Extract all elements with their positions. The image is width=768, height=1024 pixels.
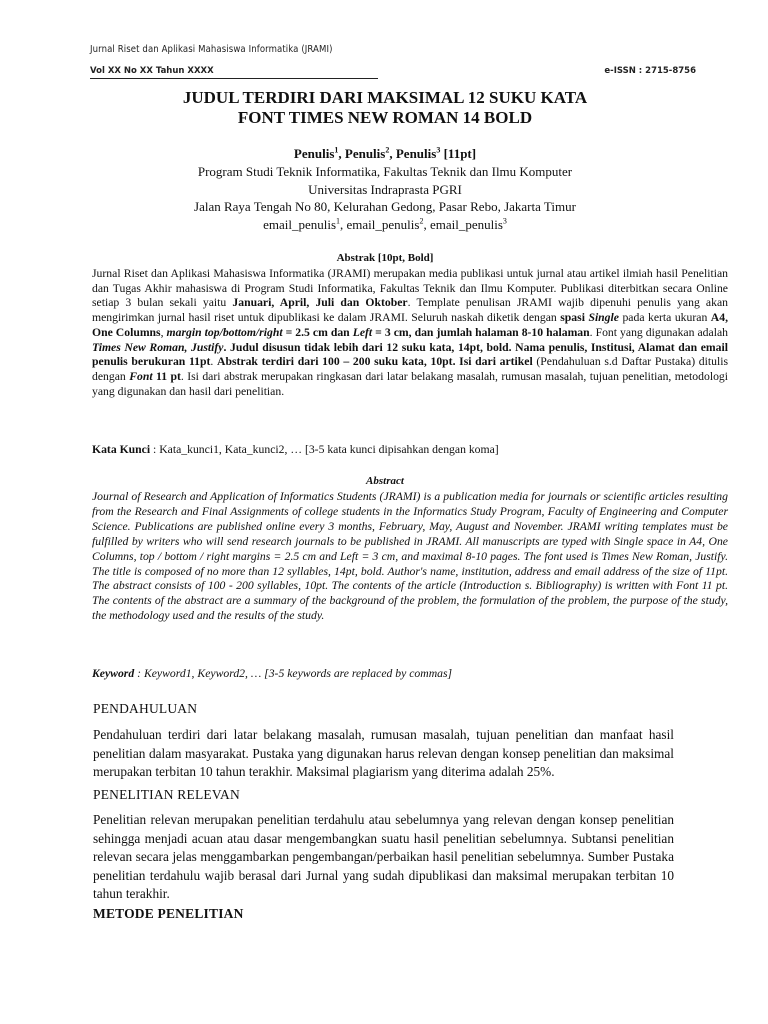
kata-kunci-label: Kata Kunci (92, 443, 151, 456)
affiliation-address: Jalan Raya Tengah No 80, Kelurahan Gedong, Pasar Rebo, Jakarta Timur (194, 199, 576, 214)
abstrak-text: . Template penulisan JRAMI wajib dipenuhi penulis yang akan mengirimkan jurnal hasil riset untuk dipublikasi ke dalam JRAMI. Seluruh naskah diketik dengan (92, 296, 728, 325)
abstrak-bold: . Judul disusun tidak lebih dari 12 suku kata, 14pt, bold. Nama penulis, Institusi, Alamat dan email penulis berukuran 11pt (92, 340, 729, 369)
abstrak-text: . (210, 355, 218, 369)
header-divider (90, 78, 378, 79)
abstrak-bold-italic: Font (129, 369, 153, 383)
email-2: email_penulis (346, 217, 420, 232)
keyword-line (92, 667, 728, 680)
issn-info: e-ISSN : 2715-8756 (604, 66, 696, 76)
email-sup-2: 2 (419, 216, 424, 226)
abstrak-text: . Isi dari abstrak merupakan ringkasan dari latar belakang masalah, rumusan masalah, tujuan penelitian, metodologi yang digunakan dan hasil dari penelitian. (92, 369, 729, 398)
abstrak-bold: = 2.5 cm dan (282, 325, 353, 339)
affiliation-university: Universitas Indraprasta PGRI (308, 182, 462, 197)
journal-name: Jurnal Riset dan Aplikasi Mahasiswa Informatika (JRAMI) (90, 44, 333, 55)
section-title-pendahuluan: PENDAHULUAN (93, 701, 198, 716)
kata-kunci-line (92, 443, 728, 456)
abstrak-bold-italic: Left (352, 325, 373, 339)
abstrak-bold: = 3 cm, dan jumlah halaman 8-10 halaman (372, 325, 590, 339)
keyword-text: : Keyword1, Keyword2, … [3-5 keywords are replaced by commas] (134, 667, 453, 680)
abstrak-text: (Pendahuluan s.d Daftar Pustaka) ditulis dengan (92, 355, 728, 383)
section-title-penelitian-relevan: PENELITIAN RELEVAN (93, 787, 240, 802)
abstrak-bold-italic: margin top/bottom/right (166, 325, 283, 339)
email-1: email_penulis (263, 217, 337, 232)
keyword-label: Keyword (92, 667, 135, 680)
email-sup-1: 1 (336, 216, 341, 226)
author-sup-3: 3 (436, 145, 441, 155)
abstrak-bold-italic: Times New Roman, Justify (92, 340, 224, 354)
abstrak-text: pada kerta ukuran (618, 311, 711, 325)
author-sup-2: 2 (385, 145, 390, 155)
section-body-penelitian-relevan: Penelitian relevan merupakan penelitian terdahulu atau sebelumnya yang relevan dengan konsep penelitian sehingga menjadi acuan atau dasar mengembangkan suatu hasil penelitian sebelumnya. Subtansi penelitian relevan secara jelas menggambarkan pengembangan/perbaikan hasil penelitian sebelumnya. Sumber Pustaka penelitian terdahulu wajib berasal dari Jurnal yang sudah dipublikasi dan maksimal merupakan terbitan 10 tahun terakhir. (93, 812, 674, 901)
author-list: Penulis$^1$, Penulis$^2$, Penulis$^3$ [11pt] (293, 145, 477, 161)
abstrak-heading: Abstrak [10pt, Bold] (336, 252, 434, 264)
abstract-en-heading: Abstract (366, 475, 404, 487)
title-line-2: FONT TIMES NEW ROMAN 14 BOLD (237, 108, 533, 127)
abstract-en-body: Journal of Research and Application of Informatics Students (JRAMI) is a publication media for journals or scientific articles resulting from the Research and Final Assignments of college students in the Informatics Study Program, Faculty of Engineering and Computer Science. Publications are published online every 3 months, February, May, August and November. JRAMI writing templates must be fulfilled by writers who will send research journals to be published in JRAMI. All manuscripts are typed with Single space in A4, One Columns, top / bottom / right margins = 2.5 cm and Left = 3 cm, and maximal 8-10 pages. The font used is Times New Roman, Justify. The title is composed of no more than 12 syllables, 14pt, bold. Author's name, institution, address and email address of the size of 11pt. The abstract consists of 100 - 200 syllables, 10pt. The contents of the article (Introduction s. Bibliography) is written with Font 11 pt. The contents of the abstract are a summary of the background of the problem, the formulation of the problem, the purpose of the study, the methodology used and the results of the study. (92, 490, 728, 623)
author-sup-1: 1 (334, 145, 339, 155)
author-name-1: Penulis (293, 146, 335, 161)
volume-info: Vol XX No XX Tahun XXXX (90, 66, 214, 76)
author-name-3: Penulis (395, 146, 437, 161)
author-emails: email_penulis$^1$, email_penulis$^2$, email_penulis$^3$ (263, 216, 507, 232)
paper-title (90, 88, 680, 128)
title-line-1: JUDUL TERDIRI DARI MAKSIMAL 12 SUKU KATA (182, 88, 588, 107)
abstrak-bold-italic: Single (588, 311, 619, 325)
abstrak-bold: A4, One Columns (92, 311, 728, 339)
email-3: email_penulis (429, 217, 503, 232)
section-title-metode-penelitian: METODE PENELITIAN (93, 906, 244, 921)
email-sup-3: 3 (502, 216, 507, 226)
affiliation-program: Program Studi Teknik Informatika, Fakultas Teknik dan Ilmu Komputer (197, 164, 573, 179)
abstrak-body (92, 267, 728, 399)
section-body-pendahuluan: Pendahuluan terdiri dari latar belakang masalah, rumusan masalah, tujuan penelitian dan manfaat hasil penelitian dalam masyarakat. Pustaka yang digunakan harus relevan dengan konsep penelitian dan maksimal merupakan terbitan 10 tahun terakhir. Maksimal plagiarism yang diterima adalah 25%. (93, 727, 674, 779)
kata-kunci-text: : Kata_kunci1, Kata_kunci2, … [3-5 kata kunci dipisahkan dengan koma] (150, 443, 499, 456)
abstrak-bold: spasi (560, 311, 589, 325)
abstrak-text: . Font yang digunakan adalah (589, 325, 728, 339)
abstrak-text: Jurnal Riset dan Aplikasi Mahasiswa Informatika (JRAMI) merupakan media publikasi untuk jurnal atau artikel ilmiah hasil Penelitian dan Tugas Akhir mahasiswa di Program Studi Informatika, Fakultas Teknik dan Ilmu Komputer. Publikasi diterbitkan secara Online setiap 3 bulan sekali yaitu (92, 267, 728, 310)
abstrak-bold: Januari, April, Juli dan Oktober (232, 296, 408, 310)
abstrak-bold: Abstrak terdiri dari 100 – 200 suku kata, 10pt. Isi dari artikel (217, 355, 533, 369)
author-size-note: [11pt] (443, 146, 477, 161)
abstrak-bold: 11 pt (152, 369, 181, 383)
abstrak-text: , (160, 325, 167, 339)
author-name-2: Penulis (344, 146, 386, 161)
